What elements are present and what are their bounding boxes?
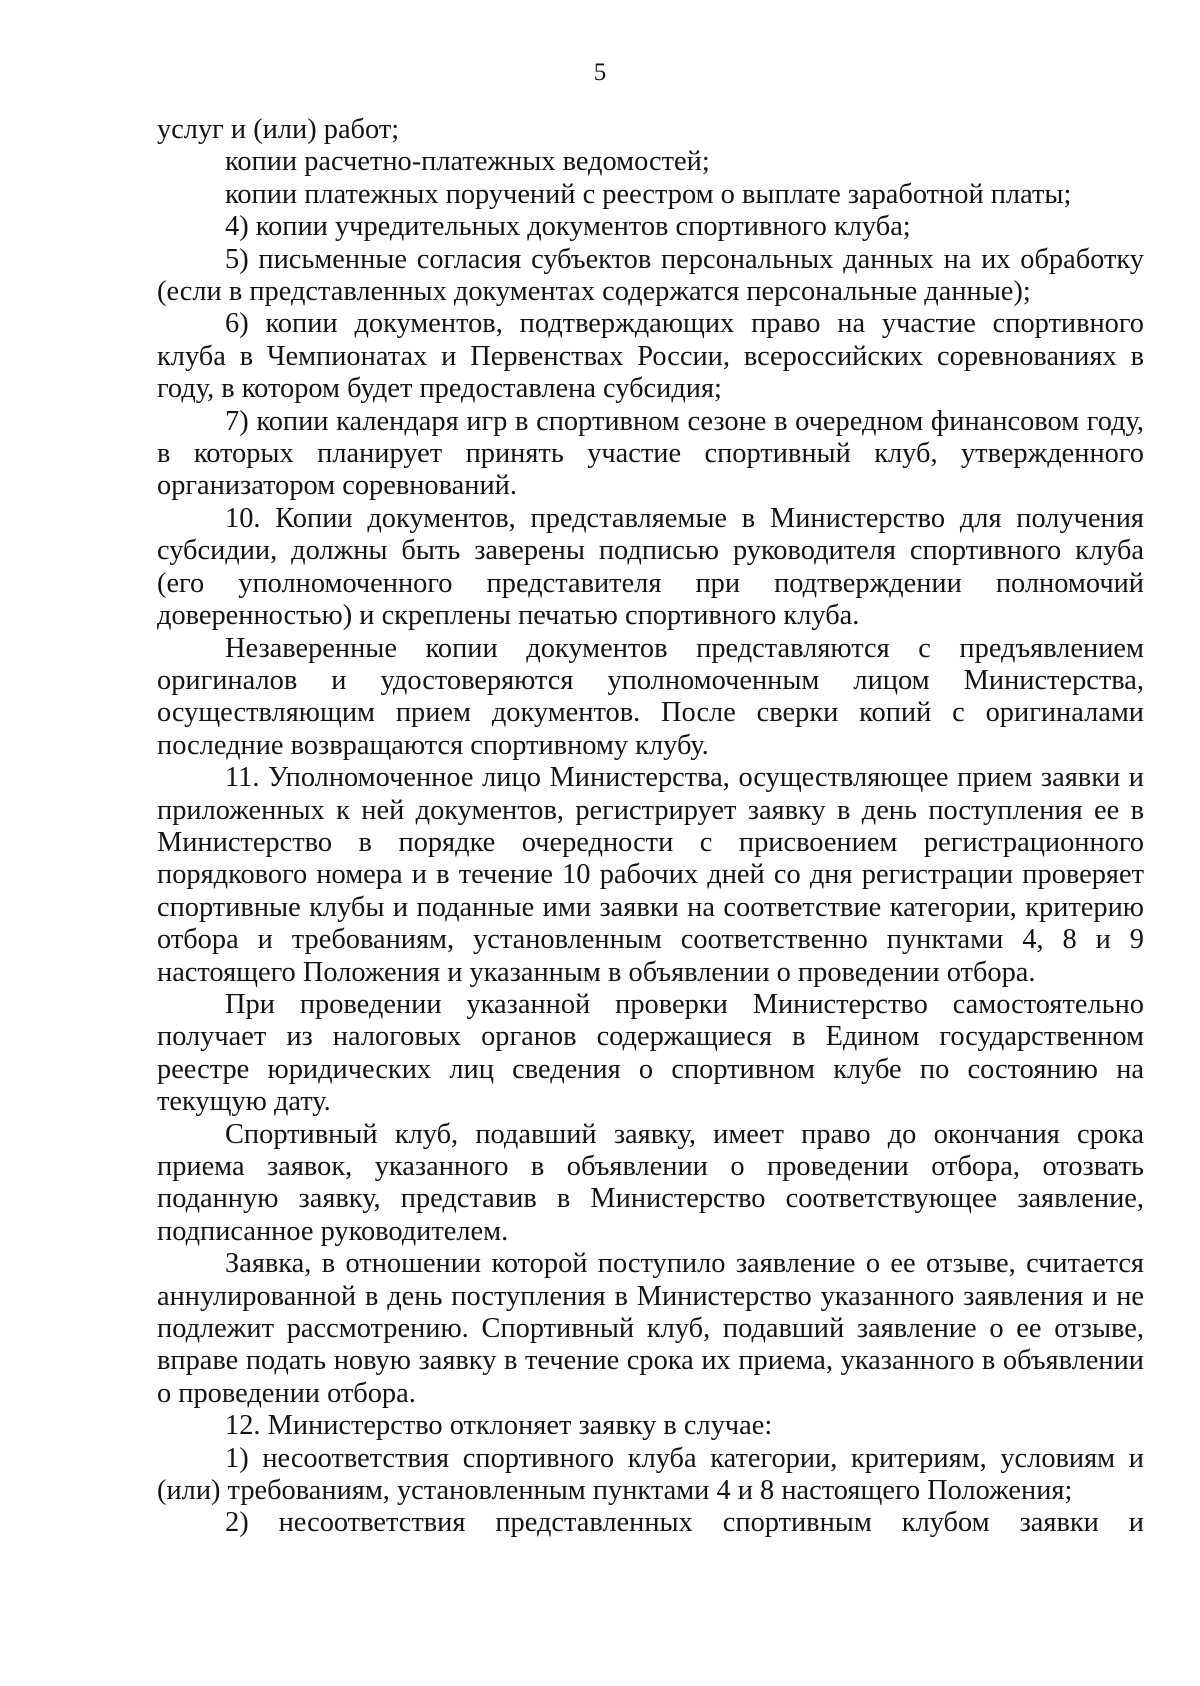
document-body — [157, 114, 1144, 1540]
paragraph-rejection-reason-2: 2) несоответствия представленных спортивным клубом заявки и — [225, 1507, 1144, 1539]
paragraph-item-5-personal-data-consent: 5) письменные согласия субъектов персональных данных на их обработку (если в представленных документах содержатся персональные данные); — [157, 243, 1144, 308]
paragraph-withdraw-right: Спортивный клуб, подавший заявку, имеет право до окончания срока приема заявок, указанного в объявлении о проведении отбора, отозвать поданную заявку, представив в Министерство соответствующее заявление, подписанное руководителем. — [157, 1118, 1144, 1247]
paragraph-tax-check: При проведении указанной проверки Министерство самостоятельно получает из налоговых органов содержащиеся в Едином государственном реестре юридических лиц сведения о спортивном клубе по состоянию на текущую дату. — [157, 988, 1144, 1118]
paragraph-item-6-participation-rights: 6) копии документов, подтверждающих право на участие спортивного клуба в Чемпионатах и Первенствах России, всероссийских соревнованиях в году, в котором будет предоставлена субсидия; — [157, 308, 1144, 405]
paragraph-clause-10: 10. Копии документов, представляемые в Министерство для получения субсидии, должны быть заверены подписью руководителя спортивного клуба (его уполномоченного представителя при подтверждении полномочий доверенностью) и скреплены печатью спортивного клуба. — [157, 502, 1144, 632]
paragraph-clause-11: 11. Уполномоченное лицо Министерства, осуществляющее прием заявки и приложенных к ней документов, регистрирует заявку в день поступления ее в Министерство в порядке очередности с присвоением регистрационного порядкового номера и в течение 10 рабочих дней со дня регистрации проверяет спортивные клубы и поданные ими заявки на соответствие категории, критерию отбора и требованиям, установленным соответственно пунктами 4, 8 и 9 настоящего Положения и указанным в объявлении о проведении отбора. — [157, 762, 1144, 988]
paragraph-item-4-founding-documents: 4) копии учредительных документов спортивного клуба; — [225, 211, 911, 243]
paragraph-clause-12: 12. Министерство отклоняет заявку в случае: — [225, 1410, 773, 1442]
paragraph-annulled-application: Заявка, в отношении которой поступило заявление о ее отзыве, считается аннулированной в день поступления в Министерство указанного заявления и не подлежит рассмотрению. Спортивный клуб, подавший заявление о ее отзыве, вправе подать новую заявку в течение срока их приема, указанного в объявлении о проведении отбора. — [157, 1248, 1144, 1409]
paragraph-services-or-works: услуг и (или) работ; — [157, 114, 400, 145]
paragraph-payroll-copies: копии расчетно-платежных ведомостей; — [225, 146, 710, 178]
page-number: 5 — [593, 59, 607, 86]
paragraph-payment-orders: копии платежных поручений с реестром о выплате заработной платы; — [225, 178, 1072, 210]
paragraph-item-7-game-calendar: 7) копии календаря игр в спортивном сезоне в очередном финансовом году, в которых планирует принять участие спортивный клуб, утвержденного организатором соревнований. — [157, 405, 1144, 502]
paragraph-rejection-reason-1: 1) несоответствия спортивного клуба категории, критериям, условиям и (или) требованиям, установленным пунктами 4 и 8 настоящего Положения; — [157, 1442, 1144, 1507]
paragraph-uncertified-copies: Незаверенные копии документов представляются с предъявлением оригиналов и удостоверяются уполномоченным лицом Министерства, осуществляющим прием документов. После сверки копий с оригиналами последние возвращаются спортивному клубу. — [157, 632, 1144, 761]
